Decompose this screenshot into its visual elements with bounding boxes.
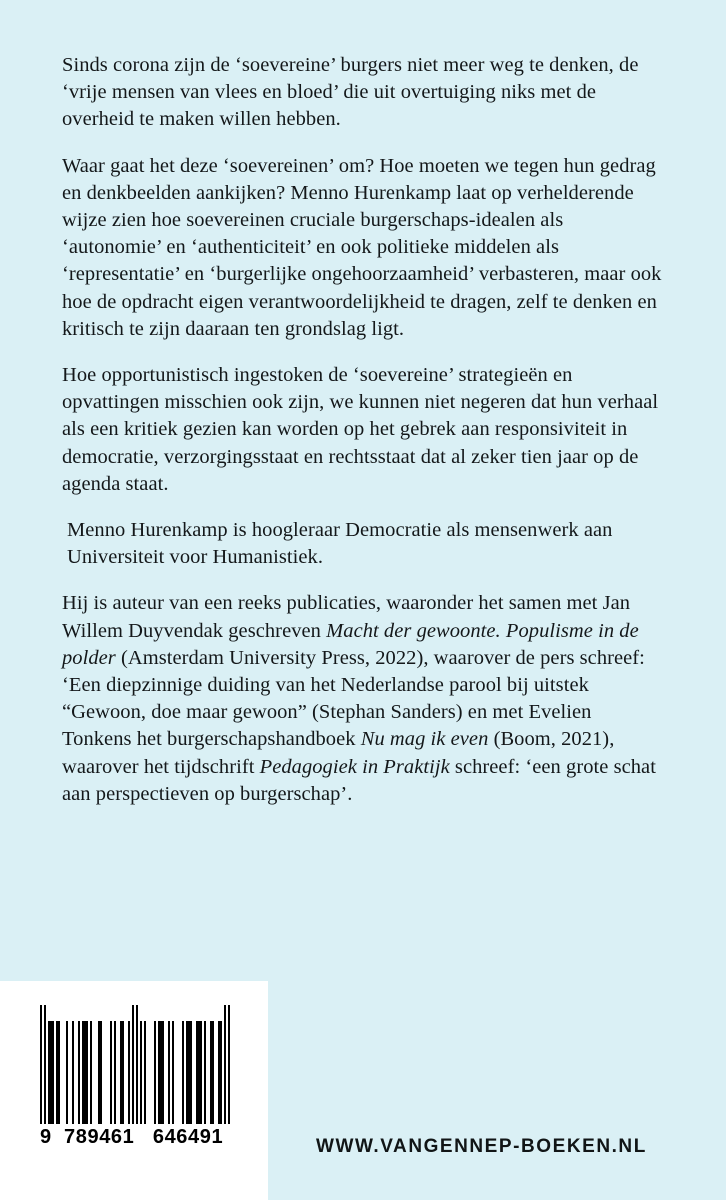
- paragraph-critique: Hoe opportunistisch ingestoken de ‘soevereine’ strategieën en opvattingen misschien ook zijn, we kunnen niet negeren dat hun verhaal als een kritiek gezien kan worden op het gebrek aan responsiviteit in democratie, verzorgingsstaat en rechtsstaat dat al zeker tien jaar op de agenda staat.: [62, 364, 659, 495]
- barcode-digits: 9 789461 646491: [40, 1126, 224, 1148]
- paragraph-intro: Sinds corona zijn de ‘soevereine’ burgers niet meer weg te denken, de ‘vrije mensen van vlees en bloed’ die uit overtuiging niks met de overheid te maken willen hebben.: [62, 54, 639, 131]
- publisher-website[interactable]: WWW.VANGENNEP-BOEKEN.NL: [316, 1136, 647, 1157]
- barcode-panel: [0, 981, 268, 1200]
- paragraph-questions: Waar gaat het deze ‘soevereinen’ om? Hoe moeten we tegen hun gedrag en denkbeelden aankijken? Menno Hurenkamp laat op verhelderende wijze zien hoe soevereinen cruciale burgerschaps-idealen als ‘autonomie’ en ‘authenticiteit’ en ook politieke middelen als ‘representatie’ en ‘burgerlijke ongehoorzaamheid’ verbasteren, maar ook hoe de opdracht eigen verantwoordelijkheid te dragen, zelf te denken en kritisch te zijn daaraan ten grondslag ligt.: [62, 154, 662, 340]
- paragraph-author-bio: Menno Hurenkamp is hoogleraar Democratie als mensenwerk aan Universiteit voor Humanistiek.: [67, 519, 613, 569]
- blurb-text-block: [62, 52, 662, 808]
- paragraph-publications: Hij is auteur van een reeks publicaties, waaronder het samen met Jan Willem Duyvendak geschreven Macht der gewoonte. Populisme in de polder (Amsterdam University Press, 2022), waarover de pers schreef: ‘Een diepzinnige duiding van het Nederlandse parool bij uitstek “Gewoon, doe maar gewoon” (Stephan Sanders) en met Evelien Tonkens het burgerschapshandboek Nu mag ik even (Boom, 2021), waarover het tijdschrift Pedagogiek in Praktijk schreef: ‘een grote schat aan perspectieven op burgerschap’.: [62, 592, 656, 805]
- barcode: [40, 1005, 240, 1147]
- barcode-bars: [40, 1005, 240, 1124]
